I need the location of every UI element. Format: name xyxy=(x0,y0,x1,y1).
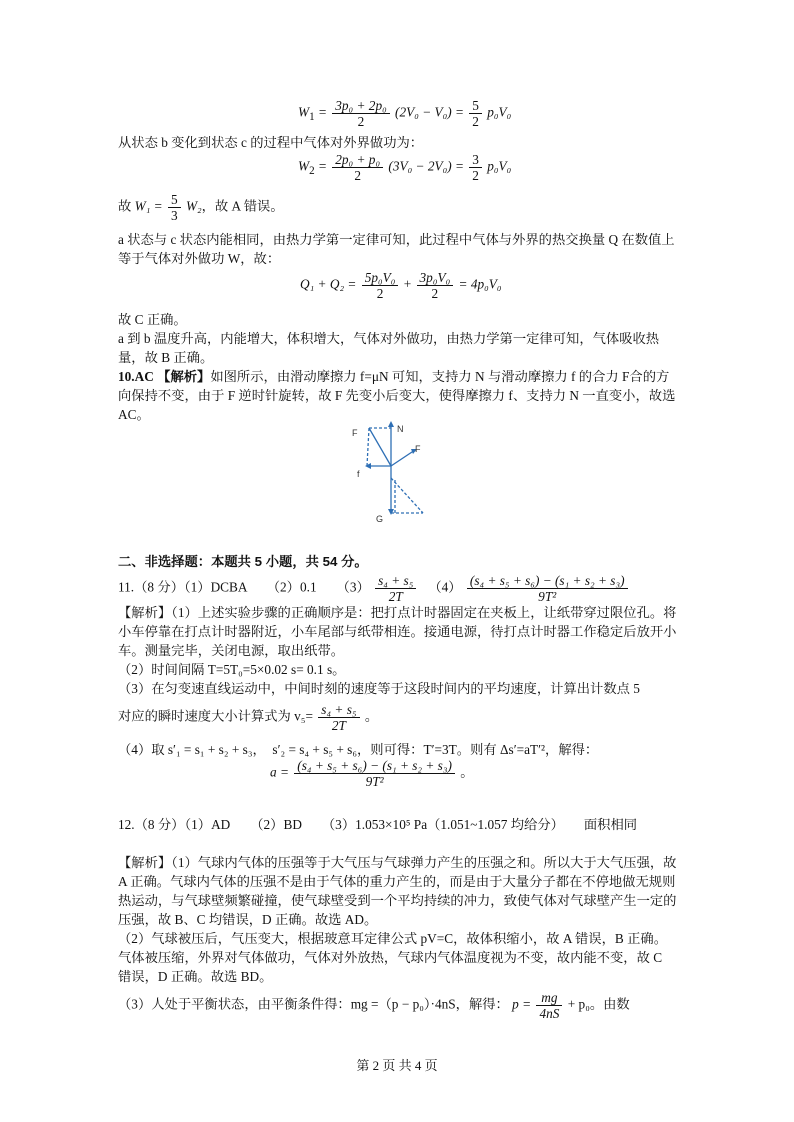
paragraph-b: a 到 b 温度升高，内能增大，体积增大，气体对外做功，由热力学第一定律可知，气体吸收热量，故 B 正确。 xyxy=(118,331,660,365)
text-line-bc: 从状态 b 变化到状态 c 的过程中气体对外界做功为： xyxy=(118,135,424,150)
question-11-analysis-2: （2）时间间隔 T=5T₀=5×0.02 s= 0.1 s。 xyxy=(118,662,346,677)
question-11-analysis-3: （3）在匀变速直线运动中，中间时刻的速度等于这段时间内的平均速度，计算出计数点 5 xyxy=(118,681,640,696)
dashed-line-4 xyxy=(391,478,423,513)
question-11-analysis-4: （4）取 s′₁ = s₁ + s₂ + s₃， s′₂ = s₄ + s₅ + s₆，则可得：T′=3T。则有 Δs′=aT′²，解得： xyxy=(118,742,599,757)
question-11-analysis-1: 【解析】（1）上述实验步骤的正确顺序是：把打点计时器固定在夹板上，让纸带穿过限位孔。将小车停靠在打点计时器附近，小车尾部与纸带相连。接通电源，待打点计时器工作稳定后放开小车。测量完毕，关闭电源，取出纸带。 xyxy=(118,605,677,658)
paragraph-ac: a 状态与 c 状态内能相同，由热力学第一定律可知，此过程中气体与外界的热交换量 Q 在数值上等于气体对外做功 W，故： xyxy=(118,232,675,266)
label-n: N xyxy=(397,424,404,434)
text-line-ratio: 故 W₁ = $\frac{5}{3}$ W₂，故 A 错误。 xyxy=(118,192,284,223)
question-12-analysis-3: （3）人处于平衡状态，由平衡条件得：mg =（p − p₀）·4nS，解得： p = $\frac{mg}{4nS}$ + p₀。由数 xyxy=(118,990,630,1021)
force-lines xyxy=(367,423,423,513)
force-f-arrow-2 xyxy=(391,450,415,466)
question-12-analysis-1: 【解析】（1）气球内气体的压强等于大气压与气球弹力产生的压强之和。所以大于大气压强，故 A 正确。气球内气体的压强不是由于气体的重力产生的，而是由于大量分子都在不停地做无规则热运动，与气球壁频繁碰撞，使气球壁受到一个平均持续的冲力，致使气体对气球壁产生一定的压强，故 B、C 均错误，D 正确。故选 AD。 xyxy=(118,855,677,927)
label-f-1: F xyxy=(352,428,358,438)
question-11-answers: 11.（8 分）（1）DCBA （2）0.1 （3） $\frac{\text{s₄ + s₅}}{2T}$ （4） $\frac{\text{(s₄ + s₅ + s₆) − (s₁ + s₂ + s₃)}}{\text{9T²}}$ xyxy=(118,573,678,604)
dashed-line-2 xyxy=(367,428,369,466)
label-f-2: F xyxy=(415,444,421,454)
equation-w1: $W_1$ = $\frac{\text{3p₀ + 2p₀}}{2}$ (2V₀ − V₀) = $\frac{5}{2}$ p₀V₀ xyxy=(298,98,512,129)
arrowhead-g xyxy=(388,509,394,515)
equation-w2: $W_2$ = $\frac{\text{2p₀ + p₀}}{2}$ (3V₀ − 2V₀) = $\frac{3}{2}$ p₀V₀ xyxy=(298,152,512,183)
label-friction: f xyxy=(357,469,360,479)
question-10-number: 10.AC xyxy=(118,369,154,384)
question-10-text: 如图所示，由滑动摩擦力 f=μN 可知，支持力 N 与滑动摩擦力 f 的合力 F合的方向保持不变，由于 F 逆时针旋转，故 F 先变小后变大，使得摩擦力 f、支持力 N 一直变小，故选 AC。 xyxy=(118,369,676,422)
force-diagram xyxy=(345,418,435,528)
question-11-analysis-3b: 对应的瞬时速度大小计算式为 v₅= $\frac{\text{s₄ + s₅}}{2T}$ 。 xyxy=(118,702,379,733)
label-g: G xyxy=(376,514,384,524)
section-2-heading: 二、非选择题：本题共 5 小题，共 54 分。 xyxy=(118,554,368,569)
question-10 xyxy=(118,367,678,424)
question-12-analysis-2: （2）气球被压后，气压变大，根据玻意耳定律公式 pV=C，故体积缩小，故 A 错误，B 正确。气体被压缩，外界对气体做功，气体对外放热，气球内气体温度视为不变，故内能不变，故 C 错误，D 正确。故选 BD。 xyxy=(118,931,667,984)
text-line-c: 故 C 正确。 xyxy=(118,312,187,327)
arrowhead-friction xyxy=(365,463,371,469)
page-footer: 第 2 页 共 4 页 xyxy=(356,1058,438,1073)
analysis-tag: 【解析】 xyxy=(157,369,211,384)
question-12-answers: 12.（8 分）（1）AD （2）BD （3）1.053×10⁵ Pa（1.051~1.057 均给分） 面积相同 xyxy=(118,817,638,832)
arrowhead-n xyxy=(388,421,394,427)
equation-a: a = $\frac{\text{(s₄ + s₅ + s₆) − (s₁ + s₂ + s₃)}}{\text{9T²}}$ 。 xyxy=(270,758,474,789)
force-f-arrow-1 xyxy=(369,428,391,466)
equation-q: Q₁ + Q₂ = $\frac{\text{5p₀V₀}}{2}$ + $\frac{\text{3p₀V₀}}{2}$ = 4p₀V₀ xyxy=(300,270,502,301)
